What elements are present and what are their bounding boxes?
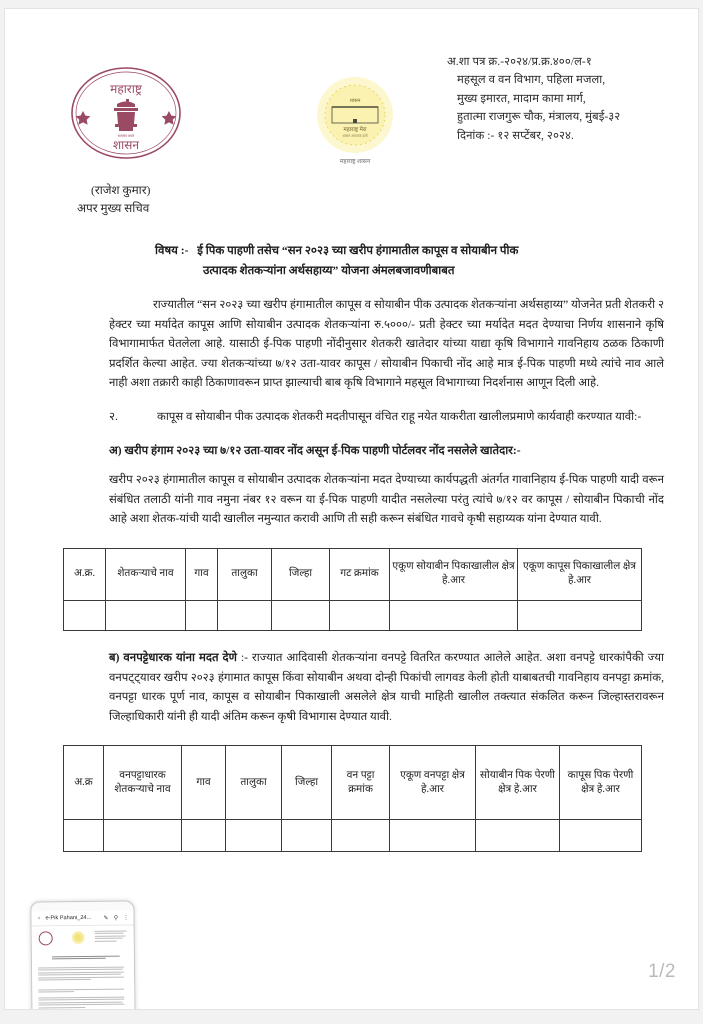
th-group-number: गट क्रमांक bbox=[330, 548, 390, 600]
cell-district bbox=[282, 820, 332, 852]
th-serial: अ.क्र bbox=[64, 746, 104, 820]
intro-paragraph: राज्यातील “सन २०२३ च्या खरीप हंगामातील कापूस व सोयाबीन पीक उत्पादक शेतकऱ्यांना अर्थसहाय्य” योजनेत प्रती शेतकरी २ हेक्टर च्या मर्यादेत कापूस आणि सोयाबीन उत्पादक शेतकऱ्यांना रु.५०००/- प्रती हेक्टर च्या मर्यादेत मदत देण्याचा निर्णय शासनाने कृषि विभागामार्फत घेतलेला आहे. यासाठी ई-पिक पाहणी नोंदीनुसार शेतकरी खातेदार यांच्या याद्या कृषि विभागाने गावनिहाय ठळक ठिकाणी प्रदर्शित केल्या आहेत. ज्या शेतकऱ्यांच्या ७/१२ उता-यावर कापूस / सोयाबीन पिकाची नोंद आहे मात्र ई-पिक पाहणी मध्ये त्यांचे नाव आले नाही अशा तक्रारी काही ठिकाणावरून प्राप्त झाल्याची बाब कृषि विभागाने महसूल विभागाच्या निदर्शनास आणून दिली आहे. bbox=[109, 299, 664, 390]
forest-patta-holder-table bbox=[63, 745, 642, 852]
svg-text:सत्यमेव जयते: सत्यमेव जयते bbox=[117, 134, 135, 138]
document-header bbox=[5, 9, 698, 215]
page-indicator: 1/2 bbox=[648, 961, 676, 982]
maharashtra-government-seal-icon bbox=[67, 61, 185, 165]
cell-cotton-sown-area bbox=[560, 820, 642, 852]
th-total-patta-area: एकूण वनपट्टा क्षेत्र हे.आर bbox=[390, 746, 476, 820]
th-village: गाव bbox=[186, 548, 218, 600]
cell-soybean-area bbox=[390, 600, 518, 630]
cell-patta-holder-name bbox=[104, 820, 182, 852]
overflow-menu-icon[interactable]: ⋮ bbox=[122, 915, 130, 922]
address-line-3: हुतात्मा राजगुरू चौक, मंत्रालय, मुंबई-३२ bbox=[457, 111, 621, 124]
table-header-row bbox=[64, 548, 642, 600]
mini-sun-icon bbox=[72, 931, 85, 944]
signatory-name: (राजेश कुमार) bbox=[91, 183, 151, 197]
th-patta-holder-name: वनपट्टाधारक शेतकऱ्याचे नाव bbox=[104, 746, 182, 820]
cell-total-patta-area bbox=[390, 820, 476, 852]
back-arrow-icon[interactable]: ‹ bbox=[37, 915, 41, 922]
mini-subject-text bbox=[52, 956, 120, 961]
mini-body-text-3 bbox=[38, 997, 124, 1010]
th-district: जिल्हा bbox=[272, 548, 330, 600]
edit-icon[interactable]: ✎ bbox=[103, 915, 109, 922]
cell-district bbox=[272, 600, 330, 630]
farmer-list-table bbox=[63, 548, 642, 631]
table-header-row bbox=[64, 746, 642, 820]
cell-taluka bbox=[218, 600, 272, 630]
th-village: गाव bbox=[182, 746, 226, 820]
svg-text:महाराष्ट्र शासन: महाराष्ट्र शासन bbox=[339, 159, 371, 165]
th-serial: अ.क्र. bbox=[64, 548, 106, 600]
header-address-block bbox=[447, 53, 697, 145]
maharashtra-sun-logo-icon bbox=[301, 67, 409, 175]
th-district: जिल्हा bbox=[282, 746, 332, 820]
cell-serial bbox=[64, 820, 104, 852]
mini-seal-icon bbox=[39, 931, 53, 945]
th-soybean-area: एकूण सोयाबीन पिकाखालील क्षेत्र हे.आर bbox=[390, 548, 518, 600]
cell-cotton-area bbox=[518, 600, 642, 630]
svg-text:शासन आपल्या दारी: शासन आपल्या दारी bbox=[342, 134, 368, 138]
th-taluka: तालुका bbox=[218, 548, 272, 600]
cell-serial bbox=[64, 600, 106, 630]
th-cotton-area: एकूण कापूस पिकाखालील क्षेत्र हे.आर bbox=[518, 548, 642, 600]
th-farmer-name: शेतकऱ्याचे नाव bbox=[106, 548, 186, 600]
section-a-body: खरीप २०२३ हंगामातील कापूस व सोयाबीन उत्पादक शेतकऱ्यांना मदत देण्याच्या कार्यपद्धती अंतर्गत गावानिहाय ई-पिक पाहणी यादी वरून संबंधित तलाठी यांनी गाव नमुना नंबर १२ वरून या ई-पिक पाहणी यादीत नसलेल्या परंतु त्यांचे ७/१२ वर कापूस / सोयाबीन पिकाची नोंद आहे अशा शेतक-यांची यादी खालील नमुन्यात करावी आणि ती सही करून संबंधित गावचे कृषी सहाय्यक यांना देण्यात यावी. bbox=[109, 474, 664, 526]
subject-line-2: उत्पादक शेतकऱ्यांना अर्थसहाय्य” योजना अंमलबजावणीबाबत bbox=[203, 263, 455, 277]
mini-header-text bbox=[95, 931, 127, 943]
cell-forest-patta-number bbox=[332, 820, 390, 852]
svg-text:शासन: शासन bbox=[112, 138, 140, 152]
document-date: दिनांक :- १२ सप्टेंबर, २०२४. bbox=[457, 129, 574, 142]
address-line-1: महसूल व वन विभाग, पहिला मजला, bbox=[457, 74, 606, 87]
cell-taluka bbox=[226, 820, 282, 852]
svg-text:शासन: शासन bbox=[349, 99, 361, 104]
phone-screenshot-overlay[interactable] bbox=[30, 900, 135, 1010]
address-line-2: मुख्य इमारत, मादाम कामा मार्ग, bbox=[457, 92, 586, 105]
table-row bbox=[64, 820, 642, 852]
point-2-marker: २. bbox=[109, 410, 118, 423]
document-body bbox=[5, 241, 699, 852]
signature-block bbox=[77, 181, 150, 217]
phone-document-preview bbox=[32, 925, 135, 1010]
cell-farmer-name bbox=[106, 600, 186, 630]
reference-number: अ.शा पत्र क्र.-२०२४/प्र.क्र.४००/ल-१ bbox=[447, 56, 592, 68]
phone-app-bar bbox=[31, 910, 133, 926]
section-b-body: :- राज्यात आदिवासी शेतकऱ्यांना वनपट्टे वितरित करण्यात आलेले आहेत. अशा वनपट्टे धारकांपैकी ज्या वनपट्ट्यावर खरीप २०२३ हंगामात कापूस किंवा सोयाबीन अथवा दोन्ही पिकांची लागवड केली होती याबाबतची गावनिहाय वनपट्टा क्रमांक, वनपट्टा धारक पूर्ण नाव, कापूस व सोयाबीन पिकाखाली असलेले क्षेत्र याची माहिती खालील तक्त्यात संकलित करून जिल्हास्तरावरून जिल्हाधिकारी यांनी ही यादी अंतिम करून कृषी विभागास देण्यात यावी. bbox=[109, 651, 664, 723]
th-forest-patta-number: वन पट्टा क्रमांक bbox=[332, 746, 390, 820]
section-b-paragraph bbox=[109, 649, 664, 727]
mini-body-text bbox=[38, 967, 124, 982]
cell-village bbox=[186, 600, 218, 630]
subject-block bbox=[155, 241, 664, 280]
cell-soybean-sown-area bbox=[476, 820, 560, 852]
th-taluka: तालुका bbox=[226, 746, 282, 820]
section-b-heading: ब) वनपट्टेधारक यांना मदत देणे bbox=[109, 651, 237, 664]
cell-village bbox=[182, 820, 226, 852]
cell-group-number bbox=[330, 600, 390, 630]
mini-body-text-2 bbox=[38, 989, 124, 995]
th-cotton-sown-area: कापूस पिक पेरणी क्षेत्र हे.आर bbox=[560, 746, 642, 820]
phone-document-title: e-Pik Pahani_24... bbox=[45, 914, 92, 922]
signatory-designation: अपर मुख्य सचिव bbox=[77, 201, 150, 215]
th-soybean-sown-area: सोयाबीन पिक पेरणी क्षेत्र हे.आर bbox=[476, 746, 560, 820]
svg-text:महाराष्ट्र: महाराष्ट्र bbox=[110, 82, 142, 96]
section-a-heading: अ) खरीप हंगाम २०२३ च्या ७/१२ उता-यावर नोंद असून ई-पिक पाहणी पोर्टलवर नोंद नसलेले खातेदार:- bbox=[109, 444, 521, 457]
document-page bbox=[4, 8, 699, 1010]
svg-text:महाराष्ट्र मेरा: महाराष्ट्र मेरा bbox=[343, 127, 367, 133]
point-2-text: कापूस व सोयाबीन पीक उत्पादक शेतकरी मदतीपासून वंचित राहू नयेत याकरीता खालीलप्रमाणे कार्यवाही करण्यात यावी:- bbox=[157, 410, 642, 423]
subject-label: विषय :- bbox=[155, 244, 189, 257]
point-2-paragraph bbox=[109, 408, 664, 428]
search-icon[interactable]: ⚲ bbox=[113, 915, 119, 922]
table-row bbox=[64, 600, 642, 630]
subject-line-1: ई पिक पाहणी तसेच “सन २०२३ च्या खरीप हंगामातील कापूस व सोयाबीन पीक bbox=[197, 244, 519, 257]
